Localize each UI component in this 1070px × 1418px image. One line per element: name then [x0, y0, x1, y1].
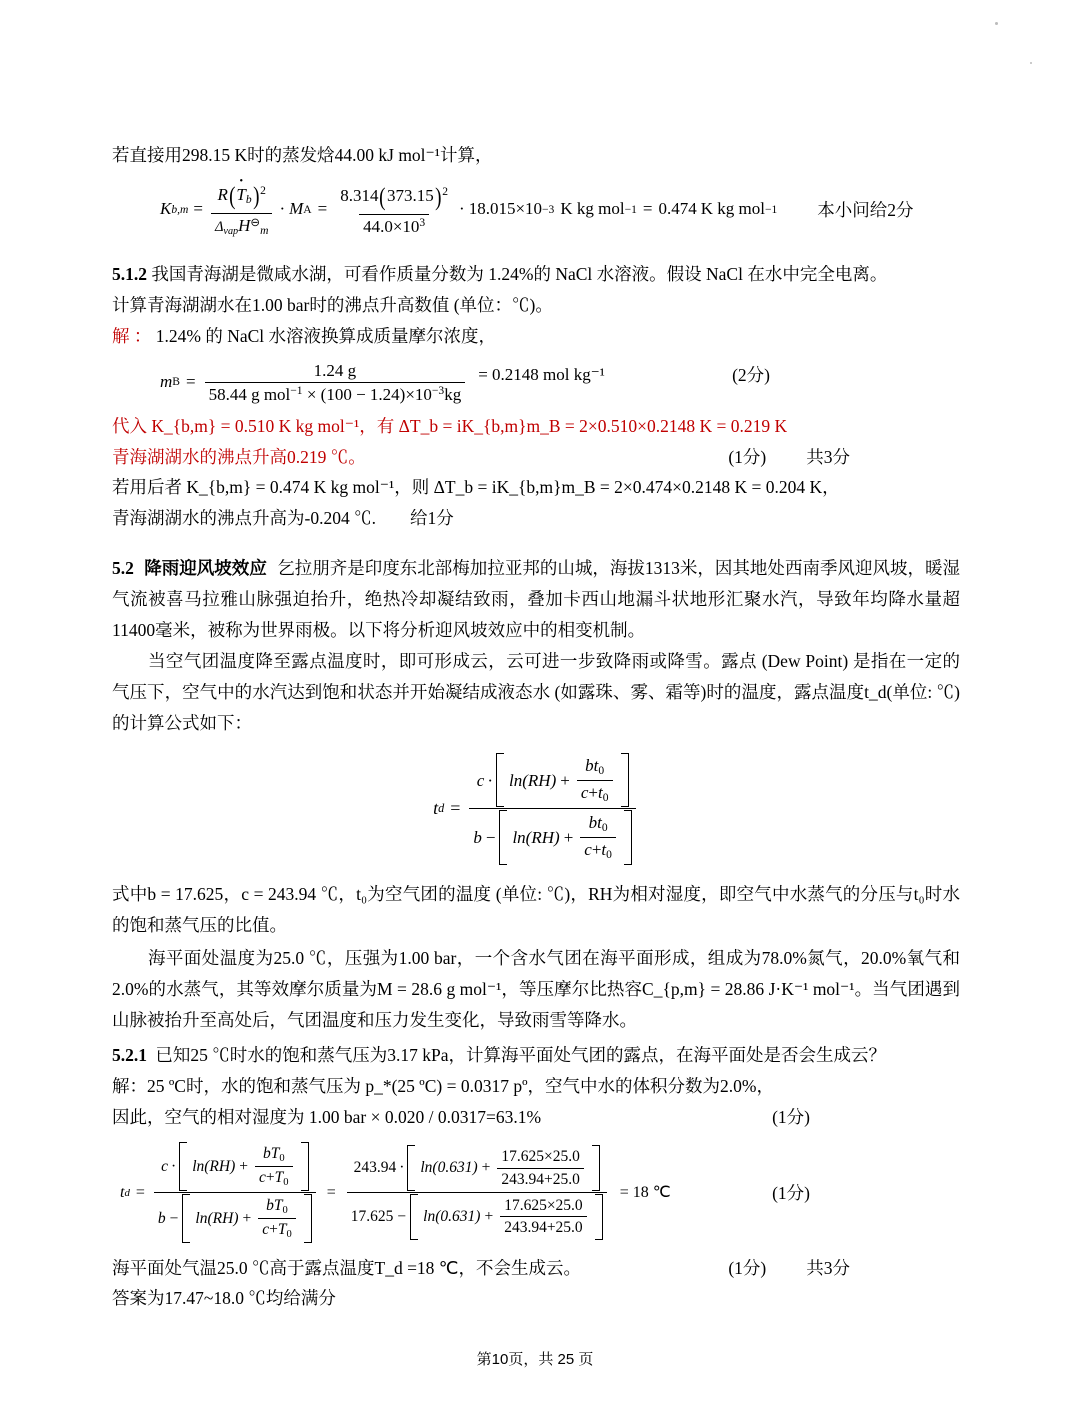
document-content — [112, 140, 960, 1314]
equation-mb-score: (2分) — [732, 364, 770, 385]
section-5-2-1-sol-line1: 解：25 ºC时，水的饱和蒸气压为 p_*(25 ºC) = 0.0317 pº，空气中水的体积分数为2.0%， — [112, 1075, 774, 1096]
scan-speck — [995, 22, 998, 25]
section-5-1-2-line2: 计算青海湖湖水在1.00 bar时的沸点升高数值 (单位：℃)。 — [112, 294, 553, 315]
equation-kbm: K b,m = $\frac{R(T •_b)^2}{\Delta_{vap}H^⊖_m}$ · M A = $\frac{8.314(373.15)^2}{44.0\times 10^3}$ · 18.015×10 −3 K kg mol −1 = 0.474 K kg mol −1 本小问给2分 — [112, 180, 960, 239]
section-5-2-title: 降雨迎风坡效应 — [144, 558, 267, 579]
section-5-2-1-sol-line2-score: (1分) — [772, 1106, 810, 1127]
red-line-2-total: 共3分 — [806, 447, 850, 468]
section-5-2-1-sol-line2: 因此，空气的相对湿度为 1.00 bar × 0.020 / 0.0317=63.1% — [112, 1106, 542, 1127]
scan-speck — [1030, 62, 1032, 64]
answer-note: 答案为17.47~18.0 ℃均给满分 — [112, 1288, 336, 1309]
conclusion-text: 海平面处气温25.0 ℃高于露点温度T_d =18 ℃，不会生成云。 — [112, 1258, 581, 1279]
section-5-2 — [112, 553, 960, 646]
black-line-2-score: 给1分 — [409, 508, 454, 529]
section-5-1-2-heading — [112, 259, 960, 290]
black-line-2-row — [112, 503, 960, 533]
section-5-2-number: 5.2 — [112, 558, 134, 579]
conclusion-row — [112, 1253, 960, 1283]
section-5-1-2-number: 5.1.2 — [112, 263, 147, 284]
red-line-2-row — [112, 442, 960, 472]
section-5-2-1-number: 5.2.1 — [112, 1044, 147, 1065]
equation-kbm-note: 本小问给2分 — [817, 199, 914, 220]
section-5-2-para4: 海平面处温度为25.0 ℃，压强为1.00 bar，一个含水气团在海平面形成，组成为78.0%氮气，20.0%氧气和2.0%的水蒸气，其等效摩尔质量为M = 28.6 g mol⁻¹，等压摩尔比热容C_{p,m} = 28.86 J·K⁻¹ mol⁻¹。当气团遇到山脉被抬升至高处后，气团温度和压力发生变化，导致雨雪等降水。 — [112, 947, 960, 1030]
equation-mb: m B = $\frac{1.24 g}{58.44 g mol^{-1} \times (100 - 1.24)\times 10^{-3}kg}$ = 0.2148 mol kg⁻¹ (2分) — [160, 360, 770, 404]
section-5-2-para2: 当空气团温度降至露点温度时，即可形成云，云可进一步致降雨或降雪。露点 (Dew Point) 是指在一定的气压下，空气中的水汽达到饱和状态并开始凝结成液态水 (如露珠、雾、霜等)时的温度，露点温度t_d(单位: ℃)的计算公式如下： — [112, 651, 960, 734]
equation-mb-result: = 0.2148 mol kg⁻¹ — [478, 364, 605, 384]
conclusion-score: (1分) — [728, 1258, 767, 1279]
conclusion-total: 共3分 — [806, 1258, 850, 1279]
page-footer: 第10页，共 25 页 — [476, 1351, 594, 1368]
equation-td-final-result: = 18 ℃ — [619, 1183, 671, 1201]
equation-td-final-score: (1分) — [772, 1182, 810, 1203]
section-5-1-2-solution — [112, 321, 960, 352]
section-5-2-1-title: 已知25 ℃时水的饱和蒸气压为3.17 kPa，计算海平面处气团的露点，在海平面处是否会生成云？ — [155, 1044, 886, 1065]
red-line-2-score: (1分) — [728, 447, 767, 468]
red-line-2: 青海湖湖水的沸点升高0.219 ℃。 — [112, 447, 366, 468]
red-line-1-b: K_{b,m} = 0.510 K kg mol⁻¹ — [151, 416, 360, 437]
black-line-2: 青海湖湖水的沸点升高为-0.204 ℃. — [112, 508, 376, 529]
black-line-1: 若用后者 K_{b,m} = 0.474 K kg mol⁻¹，则 ΔT_b = iK_{b,m}m_B = 2×0.474×0.2148 K = 0.204 K， — [112, 477, 840, 498]
red-line-1-c: ，有 ΔT_b = iK_{b,m}m_B = 2×0.510×0.2148 K = 0.219 K — [359, 416, 788, 437]
solution-text: 1.24% 的 NaCl 水溶液换算成质量摩尔浓度， — [155, 325, 497, 346]
section-5-2-body: 乞拉朋齐是印度东北部梅加拉亚邦的山城，海拔1313米，因其地处西南季风迎风坡，暖湿气流被喜马拉雅山脉强迫抬升，绝热冷却凝结致雨，叠加卡西山地漏斗状地形汇聚水汽，导致年均降水量超11400毫米，被称为世界雨极。以下将分析迎风坡效应中的相变机制。 — [112, 558, 961, 641]
red-line-1 — [112, 411, 960, 442]
section-5-2-1-heading — [112, 1040, 960, 1071]
section-5-2-1-sol-line2-row — [112, 1102, 960, 1132]
red-line-1-a: 代入 — [112, 416, 147, 437]
section-5-1-2-title: 我国青海湖是微咸水湖，可看作质量分数为 1.24%的 NaCl 水溶液。假设 NaCl 在水中完全电离。 — [151, 263, 888, 284]
intro-line: 若直接用298.15 K时的蒸发焓44.00 kJ mol⁻¹计算， — [112, 145, 493, 165]
equation-td-final: t d = c · ln( RH ) + $\frac{bT_0}{c+T_0}$ b − ln( RH ) + $\frac{bT_0}{c+T_0}$ = 243.94 · ln(0.631) + $\frac{17.625\times 25.0}{243.94+25.0}$ 17.625 − ln(0.631) + $\frac{17.625\times 25.0}{243.94+25.0}$ = 18 ℃ (1分) — [112, 1142, 960, 1243]
solution-label: 解 ： — [112, 325, 152, 346]
equation-td: t d = c · ln( RH ) + $\frac{bt_0}{c+t_0}$ b − ln( RH ) + $\frac{bt_0}{c+t_0}$ — [112, 753, 960, 865]
section-5-2-para3: 式中b = 17.625，c = 243.94 ℃，t₀为空气团的温度 (单位: ℃)，RH为相对湿度，即空气中水蒸气的分压与t₀时水的饱和蒸气压的比值。 — [112, 883, 960, 935]
